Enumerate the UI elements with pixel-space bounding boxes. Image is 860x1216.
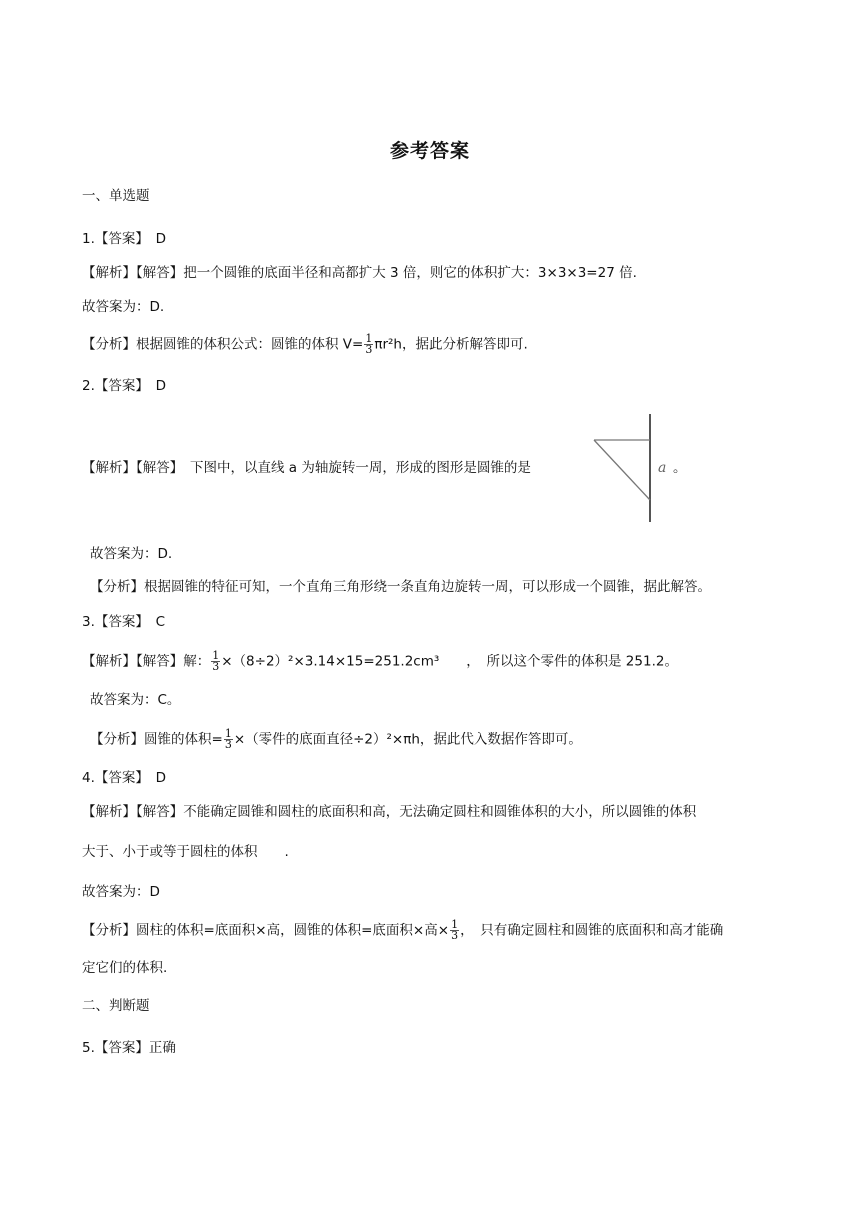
- fraction-one-third: [450, 920, 459, 941]
- page-title: 参考答案: [389, 140, 470, 162]
- q4-analysis-line2: 定它们的体积.: [82, 960, 168, 976]
- q4-explanation-line2: 大于、小于或等于圆柱的体积 .: [82, 844, 289, 860]
- q2-conclusion: 故答案为：D.: [90, 546, 173, 562]
- q1-analysis-text-b: πr²h，据此分析解答即可.: [374, 336, 528, 353]
- fraction-one-third: [364, 334, 373, 355]
- q1-explanation: 【解析】【解答】把一个圆锥的底面半径和高都扩大 3 倍，则它的体积扩大：3×3×3=27 倍.: [82, 265, 637, 281]
- fraction-one-third: [211, 651, 220, 672]
- axis-label: a: [658, 460, 667, 476]
- section-heading-single-choice: 一、单选题: [82, 188, 150, 204]
- q3-analysis-text-a: 【分析】圆锥的体积=: [90, 731, 223, 748]
- q2-explanation: 【解析】【解答】 下图中，以直线 a 为轴旋转一周，形成的图形是圆锥的是: [82, 460, 531, 476]
- q3-explanation-text-a: 【解析】【解答】解：: [82, 653, 211, 670]
- q4-analysis-text-b: ， 只有确定圆柱和圆锥的底面积和高才能确: [460, 922, 724, 939]
- q2-answer: 2.【答案】 D: [82, 378, 167, 394]
- fraction-numerator: 1: [365, 332, 373, 345]
- fraction-denominator: 3: [365, 343, 373, 356]
- q3-conclusion: 故答案为：C。: [90, 692, 181, 708]
- fraction-denominator: 3: [212, 660, 220, 673]
- fraction-numerator: 1: [224, 727, 232, 740]
- q1-conclusion: 故答案为：D.: [82, 299, 165, 315]
- q3-analysis: [90, 729, 582, 750]
- q4-conclusion: 故答案为：D: [82, 884, 160, 900]
- q4-analysis-text-a: 【分析】圆柱的体积=底面积×高，圆锥的体积=底面积×高×: [82, 922, 450, 939]
- q3-analysis-text-b: ×（零件的底面直径÷2）²×πh，据此代入数据作答即可。: [233, 731, 582, 748]
- fraction-numerator: 1: [212, 649, 220, 662]
- q1-answer: 1.【答案】 D: [82, 231, 167, 247]
- q4-analysis-line1: [82, 920, 723, 941]
- q2-analysis: 【分析】根据圆锥的特征可知，一个直角三角形绕一条直角边旋转一周，可以形成一个圆锥，据此解答。: [90, 579, 711, 595]
- q1-analysis-text-a: 【分析】根据圆锥的体积公式：圆锥的体积 V=: [82, 336, 364, 353]
- fraction-numerator: 1: [451, 918, 459, 931]
- q5-answer: 5.【答案】正确: [82, 1040, 176, 1056]
- q4-answer: 4.【答案】 D: [82, 770, 167, 786]
- q3-explanation-text-b: ×（8÷2）²×3.14×15=251.2cm³ ， 所以这个零件的体积是 251.2。: [221, 653, 678, 670]
- q3-answer: 3.【答案】 C: [82, 614, 166, 630]
- q1-analysis: [82, 334, 528, 355]
- q2-explanation-end: 。: [673, 460, 687, 476]
- fraction-denominator: 3: [451, 929, 459, 942]
- section-heading-true-false: 二、判断题: [82, 998, 150, 1014]
- fraction-one-third: [224, 729, 233, 750]
- q4-explanation-line1: 【解析】【解答】不能确定圆锥和圆柱的底面积和高，无法确定圆柱和圆锥体积的大小，所以圆锥的体积: [82, 804, 697, 820]
- fraction-denominator: 3: [224, 738, 232, 751]
- q3-explanation: [82, 651, 678, 672]
